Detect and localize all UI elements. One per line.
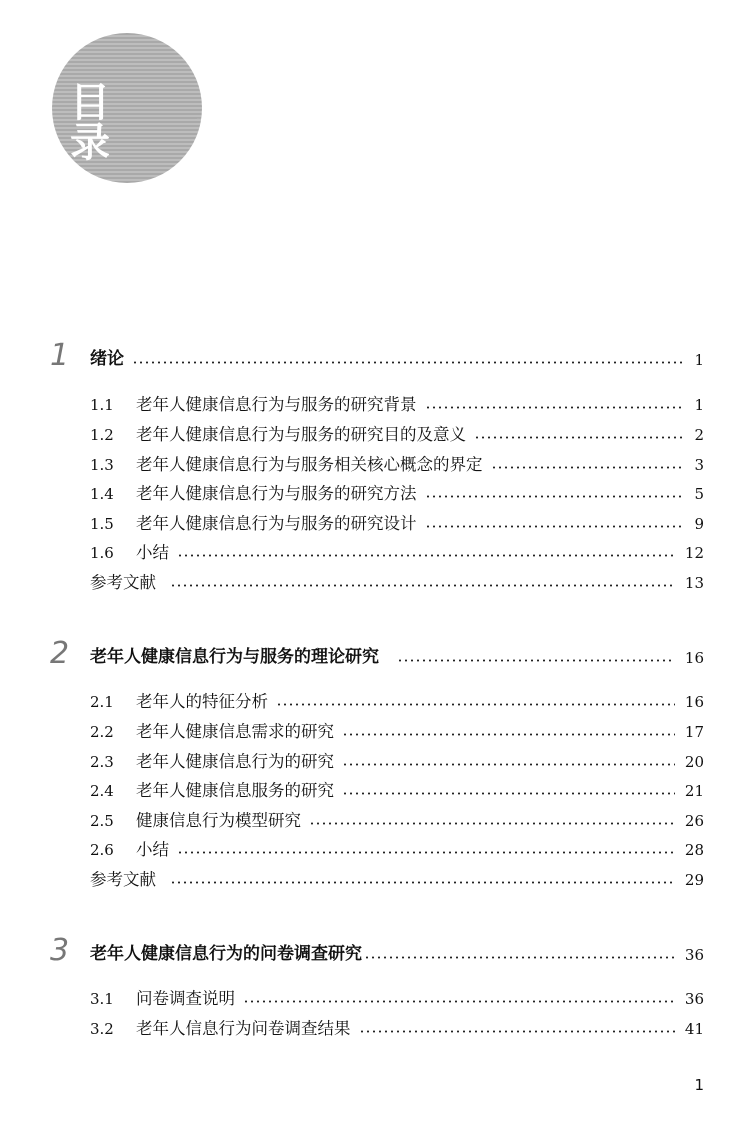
- chapter-title: 绪论: [90, 349, 124, 369]
- section-title: 老年人信息行为问卷调查结果: [136, 1018, 351, 1038]
- page-ref: 41: [684, 1020, 704, 1038]
- section-entry[interactable]: [90, 834, 704, 858]
- chapter-number: 3: [50, 933, 70, 968]
- page-number: 1: [694, 1076, 704, 1094]
- section-number: 1.5: [90, 515, 114, 533]
- section-entry[interactable]: [90, 537, 704, 561]
- section-number: 2.2: [90, 723, 114, 741]
- section-entry[interactable]: [90, 775, 704, 799]
- section-title: 老年人健康信息行为与服务的研究背景: [136, 394, 417, 414]
- page-ref: 26: [684, 812, 704, 830]
- chapter-number: 2: [50, 636, 70, 671]
- section-entry[interactable]: [90, 686, 704, 710]
- chapter-title: 老年人健康信息行为与服务的理论研究: [90, 647, 379, 667]
- toc-badge: [52, 33, 202, 183]
- leader-dots: [170, 584, 675, 587]
- section-entry[interactable]: [90, 805, 704, 829]
- section-title: 参考文献: [90, 572, 156, 592]
- leader-dots: [425, 525, 683, 528]
- leader-dots: [359, 1030, 675, 1033]
- page-ref: 9: [694, 515, 704, 533]
- leader-dots: [425, 495, 683, 498]
- section-number: 1.1: [90, 396, 114, 414]
- section-entry[interactable]: [90, 983, 704, 1007]
- chapter-number: 1: [50, 338, 70, 373]
- section-title: 老年人健康信息服务的研究: [136, 780, 334, 800]
- section-number: 2.5: [90, 812, 114, 830]
- section-title: 问卷调查说明: [136, 988, 235, 1008]
- leader-dots: [425, 406, 683, 409]
- section-entry[interactable]: [90, 389, 704, 413]
- section-title: 老年人健康信息行为与服务的研究方法: [136, 483, 417, 503]
- references-entry[interactable]: [90, 864, 704, 888]
- page-ref: 13: [684, 574, 704, 592]
- section-number: 1.4: [90, 485, 114, 503]
- page-ref: 2: [694, 426, 704, 444]
- leader-dots: [243, 1000, 675, 1003]
- page-ref: 29: [684, 871, 704, 889]
- leader-dots: [342, 792, 675, 795]
- leader-dots: [364, 956, 675, 959]
- section-number: 2.6: [90, 841, 114, 859]
- page-ref: 36: [684, 946, 704, 964]
- page-ref: 36: [684, 990, 704, 1008]
- section-number: 2.3: [90, 753, 114, 771]
- leader-dots: [177, 554, 675, 557]
- section-title: 老年人健康信息行为与服务的研究目的及意义: [136, 424, 466, 444]
- section-title: 小结: [136, 839, 169, 859]
- chapter-entry[interactable]: [90, 642, 704, 666]
- section-number: 1.3: [90, 456, 114, 474]
- section-number: 3.2: [90, 1020, 114, 1038]
- section-entry[interactable]: [90, 1013, 704, 1037]
- page-title: 目 录: [70, 80, 138, 166]
- leader-dots: [342, 733, 675, 736]
- leader-dots: [177, 851, 675, 854]
- leader-dots: [342, 763, 675, 766]
- page-ref: 21: [684, 782, 704, 800]
- section-entry[interactable]: [90, 478, 704, 502]
- leader-dots: [132, 361, 682, 364]
- section-title: 小结: [136, 542, 169, 562]
- page-ref: 28: [684, 841, 704, 859]
- section-title: 健康信息行为模型研究: [136, 810, 301, 830]
- section-title: 老年人健康信息行为与服务的研究设计: [136, 513, 417, 533]
- page-ref: 17: [684, 723, 704, 741]
- leader-dots: [474, 436, 682, 439]
- chapter-entry[interactable]: [90, 344, 704, 368]
- section-entry[interactable]: [90, 449, 704, 473]
- section-entry[interactable]: [90, 716, 704, 740]
- page-ref: 1: [694, 351, 704, 369]
- page-ref: 3: [694, 456, 704, 474]
- section-title: 参考文献: [90, 869, 156, 889]
- chapter-title: 老年人健康信息行为的问卷调查研究: [90, 944, 362, 964]
- section-title: 老年人健康信息行为与服务相关核心概念的界定: [136, 454, 483, 474]
- section-title: 老年人健康信息需求的研究: [136, 721, 334, 741]
- section-title: 老年人健康信息行为的研究: [136, 751, 334, 771]
- section-number: 2.1: [90, 693, 114, 711]
- page-ref: 16: [684, 649, 704, 667]
- section-number: 1.2: [90, 426, 114, 444]
- section-number: 3.1: [90, 990, 114, 1008]
- page-ref: 16: [684, 693, 704, 711]
- leader-dots: [170, 881, 675, 884]
- section-entry[interactable]: [90, 419, 704, 443]
- references-entry[interactable]: [90, 567, 704, 591]
- section-title: 老年人的特征分析: [136, 691, 268, 711]
- page-ref: 5: [694, 485, 704, 503]
- leader-dots: [309, 822, 675, 825]
- section-number: 2.4: [90, 782, 114, 800]
- section-entry[interactable]: [90, 508, 704, 532]
- leader-dots: [491, 466, 683, 469]
- page-ref: 12: [684, 544, 704, 562]
- page-ref: 1: [694, 396, 704, 414]
- chapter-entry[interactable]: [90, 939, 704, 963]
- leader-dots: [276, 703, 675, 706]
- leader-dots: [397, 659, 675, 662]
- section-number: 1.6: [90, 544, 114, 562]
- section-entry[interactable]: [90, 746, 704, 770]
- page-ref: 20: [684, 753, 704, 771]
